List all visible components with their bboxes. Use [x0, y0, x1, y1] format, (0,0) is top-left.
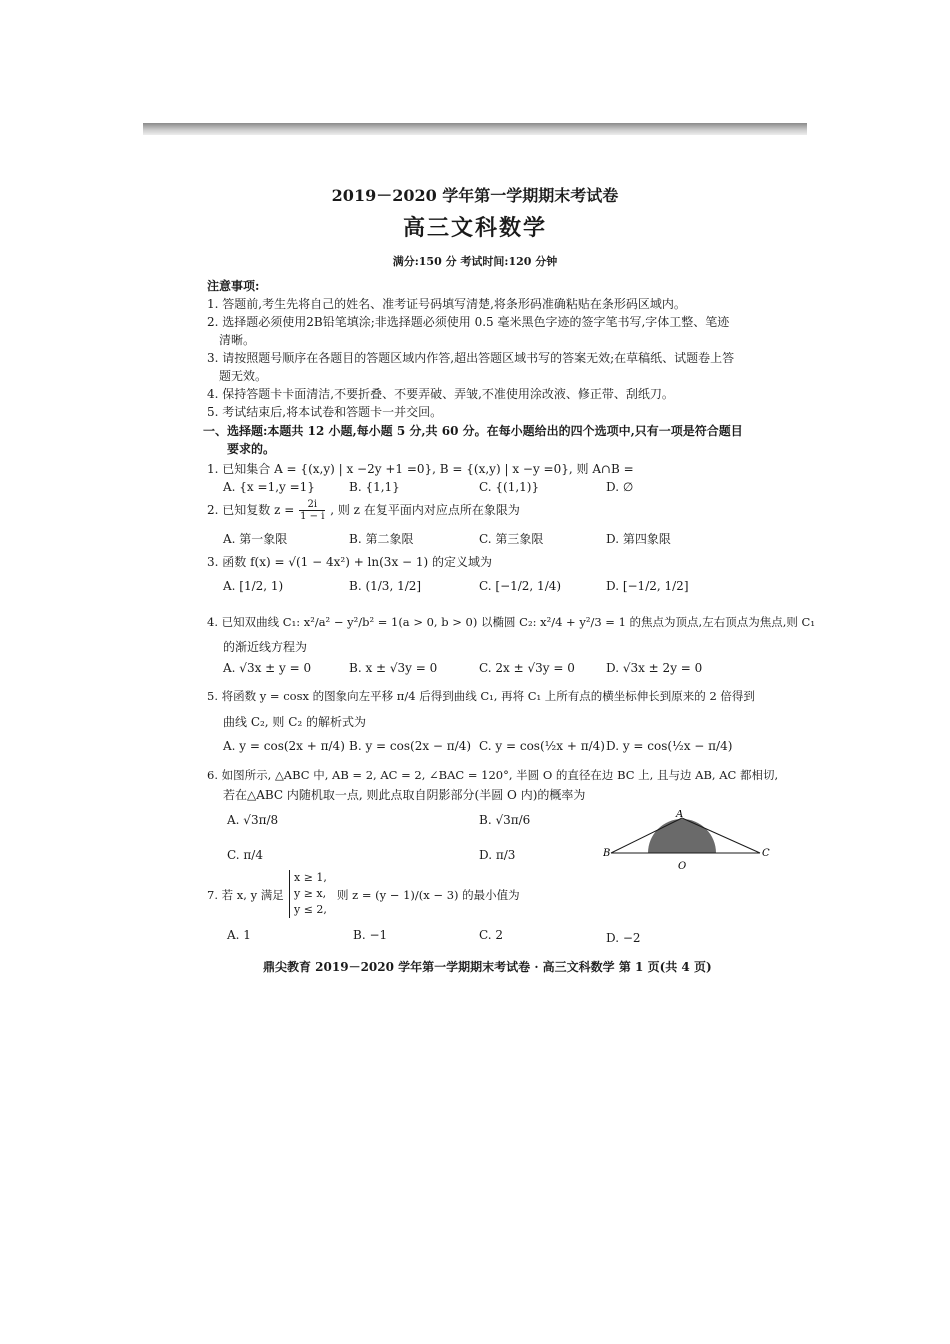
q7-cond-1: x ≥ 1,	[294, 871, 327, 884]
q1-option-b: B. {1,1}	[349, 480, 400, 494]
q3-option-a: A. [1/2, 1)	[223, 579, 284, 593]
q7-option-b: B. −1	[353, 928, 388, 942]
label-b: B	[603, 848, 611, 859]
q4-option-a: A. √3x ± y = 0	[223, 661, 312, 675]
q2-fraction-den: 1 − i	[300, 511, 325, 522]
notice-3: 3. 请按照题号顺序在各题目的答题区域内作答,超出答题区域书写的答案无效;在草稿纸、试题卷上答	[207, 351, 735, 365]
q6-option-d: D. π/3	[479, 848, 516, 862]
q4-option-d: D. √3x ± 2y = 0	[606, 661, 703, 675]
q5-stem: 5. 将函数 y = cosx 的图象向左平移 π/4 后得到曲线 C₁, 再将 C₁ 上所有点的横坐标伸长到原来的 2 倍得到	[207, 689, 755, 703]
q7-option-c: C. 2	[479, 928, 504, 942]
exam-page	[143, 135, 815, 985]
q7-option-d: D. −2	[606, 931, 641, 945]
shaded-semicircle	[648, 819, 716, 853]
q2-option-d: D. 第四象限	[606, 532, 671, 546]
q1-stem: 1. 已知集合 A = {(x,y) | x −2y +1 =0}, B = {(x,y) | x −y =0}, 则 A∩B =	[207, 462, 634, 476]
scan-shadow-bar	[143, 123, 807, 135]
triangle-semicircle-figure	[603, 810, 783, 880]
q2-stem-pre: 2. 已知复数 z =	[207, 503, 295, 517]
q5-option-b: B. y = cos(2x − π/4)	[349, 739, 472, 753]
q2-stem-post: , 则 z 在复平面内对应点所在象限为	[330, 503, 520, 517]
q2-option-b: B. 第二象限	[349, 532, 414, 546]
notice-heading: 注意事项:	[207, 279, 260, 293]
q4-stem-cont: 的渐近线方程为	[223, 640, 308, 654]
q2-fraction-num: 2i	[299, 499, 325, 511]
q6-option-b: B. √3π/6	[479, 813, 531, 827]
label-c: C	[762, 848, 770, 859]
q7-cond-3: y ≤ 2,	[294, 903, 327, 916]
section-heading: 一、选择题:本题共 12 小题,每小题 5 分,共 60 分。在每小题给出的四个选项中,只有一项是符合题目	[203, 424, 743, 438]
q1-option-c: C. {(1,1)}	[479, 480, 540, 494]
exam-meta: 满分:150 分 考试时间:120 分钟	[392, 255, 558, 268]
section-heading-cont: 要求的。	[227, 442, 276, 456]
q1-option-a: A. {x =1,y =1}	[223, 480, 315, 494]
q6-option-c: C. π/4	[227, 848, 263, 862]
q3-option-d: D. [−1/2, 1/2]	[606, 579, 689, 593]
q5-option-a: A. y = cos(2x + π/4)	[223, 739, 345, 753]
q5-stem-cont: 曲线 C₂, 则 C₂ 的解析式为	[223, 715, 367, 729]
notice-1: 1. 答题前,考生先将自己的姓名、准考证号码填写清楚,将条形码准确粘贴在条形码区域内。	[207, 297, 686, 311]
q7-stem-post: 则 z = (y − 1)/(x − 3) 的最小值为	[337, 888, 520, 902]
q7-conditions	[289, 870, 327, 918]
q5-option-d: D. y = cos(½x − π/4)	[606, 739, 733, 753]
label-a: A	[676, 810, 684, 820]
q4-option-c: C. 2x ± √3y = 0	[479, 661, 575, 675]
notice-2-cont: 清晰。	[219, 333, 256, 347]
page-footer: 鼎尖教育 2019－2020 学年第一学期期末考试卷 · 高三文科数学 第 1 页(共 4 页)	[263, 960, 712, 974]
q7-option-a: A. 1	[227, 928, 251, 942]
q6-stem-cont: 若在△ABC 内随机取一点, 则此点取自阴影部分(半圆 O 内)的概率为	[223, 788, 586, 802]
notice-2: 2. 选择题必须使用2B铅笔填涂;非选择题必须使用 0.5 毫米黑色字迹的签字笔书写,字体工整、笔迹	[207, 315, 730, 329]
label-o: O	[678, 861, 687, 872]
q1-option-d: D. ∅	[606, 480, 634, 494]
q5-option-c: C. y = cos(½x + π/4)	[479, 739, 605, 753]
q7-stem-pre: 7. 若 x, y 满足	[207, 888, 284, 902]
q6-option-a: A. √3π/8	[227, 813, 279, 827]
q2-option-a: A. 第一象限	[223, 532, 288, 546]
notice-3-cont: 题无效。	[219, 369, 268, 383]
notice-5: 5. 考试结束后,将本试卷和答题卡一并交回。	[207, 405, 443, 419]
q4-stem: 4. 已知双曲线 C₁: x²/a² − y²/b² = 1(a > 0, b > 0) 以椭圆 C₂: x²/4 + y²/3 = 1 的焦点为顶点,左右顶点为焦点,则 C₁	[207, 615, 815, 629]
q7-cond-2: y ≥ x,	[294, 887, 327, 900]
q2-fraction	[299, 499, 325, 522]
q2-stem	[207, 499, 520, 522]
notice-4: 4. 保持答题卡卡面清洁,不要折叠、不要弄破、弄皱,不准使用涂改液、修正带、刮纸刀。	[207, 387, 674, 401]
q4-option-b: B. x ± √3y = 0	[349, 661, 438, 675]
q3-option-c: C. [−1/2, 1/4)	[479, 579, 562, 593]
q3-option-b: B. (1/3, 1/2]	[349, 579, 422, 593]
q2-option-c: C. 第三象限	[479, 532, 544, 546]
exam-title-year: 2019－2020 学年第一学期期末考试卷	[331, 186, 619, 205]
exam-title-subject: 高三文科数学	[402, 215, 547, 241]
q3-stem: 3. 函数 f(x) = √(1 − 4x²) + ln(3x − 1) 的定义域为	[207, 555, 493, 569]
q6-stem: 6. 如图所示, △ABC 中, AB = 2, AC = 2, ∠BAC = 120°, 半圆 O 的直径在边 BC 上, 且与边 AB, AC 都相切,	[207, 768, 779, 782]
